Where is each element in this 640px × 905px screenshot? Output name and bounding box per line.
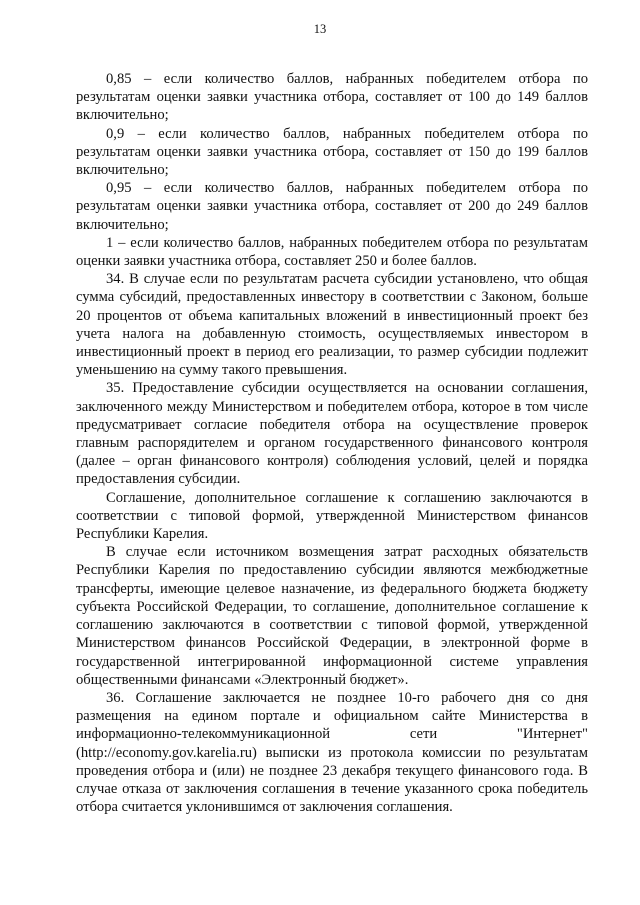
paragraph-coefficient-085: 0,85 – если количество баллов, набранных победителем отбора по результатам оценки заявки участника отбора, составляет от 100 до 149 баллов включительно; bbox=[76, 71, 588, 124]
paragraph-coefficient-09: 0,9 – если количество баллов, набранных победителем отбора по результатам оценки заявки участника отбора, составляет от 150 до 199 баллов включительно; bbox=[76, 125, 588, 179]
paragraph-clause-35: 35. Предоставление субсидии осуществляется на основании соглашения, заключенного между Министерством и победителем отбора, которое в том числе предусматривает согласие победителя отбора на осуществление проверок главным распорядителем и органом государственного финансового контроля (далее – орган финансового контроля) соблюдения условий, целей и порядка предоставления субсидии. bbox=[76, 380, 588, 488]
paragraph-federal-transfers: В случае если источником возмещения затрат расходных обязательств Республики Карелия по предоставлению субсидии являются межбюджетные трансферты, имеющие целевое назначение, из федерального бюджета бюджету субъекта Российской Федерации, то соглашение, дополнительное соглашение к соглашению заключаются в соответствии с типовой формой, утвержденной Министерством финансов Российской Федерации, в электронной форме в государственной интегрированной информационной системе управления общественными финансами «Электронный бюджет». bbox=[76, 544, 588, 688]
paragraph-coefficient-095: 0,95 – если количество баллов, набранных победителем отбора по результатам оценки заявки участника отбора, составляет от 200 до 249 баллов включительно; bbox=[76, 180, 588, 233]
paragraph-agreement-form: Соглашение, дополнительное соглашение к соглашению заключаются в соответствии с типовой формой, утвержденной Министерством финансов Республики Карелия. bbox=[76, 489, 588, 543]
page-number: 13 bbox=[313, 22, 327, 36]
paragraph-coefficient-1: 1 – если количество баллов, набранных победителем отбора по результатам оценки заявки участника отбора, составляет 250 и более баллов. bbox=[76, 234, 588, 270]
document-body bbox=[76, 70, 588, 816]
paragraph-clause-34: 34. В случае если по результатам расчета субсидии установлено, что общая сумма субсидий, предоставленных инвестору в соответствии с Законом, больше 20 процентов от объема капитальных вложений в инвестиционный проект без учета налога на добавленную стоимость, осуществляемых инвестором в инвестиционный проект в период его реализации, то размер субсидии подлежит уменьшению на сумму такого превышения. bbox=[76, 271, 588, 379]
paragraph-clause-36: 36. Соглашение заключается не позднее 10-го рабочего дня со дня размещения на едином портале и официальном сайте Министерства в информационно-телекоммуникационной сети "Интернет" (http://economy.gov.karelia.ru) выписки из протокола комиссии по результатам проведения отбора и (или) не позднее 23 декабря текущего финансового года. В случае отказа от заключения соглашения в течение указанного срока победитель отбора считается уклонившимся от заключения соглашения. bbox=[76, 689, 588, 816]
